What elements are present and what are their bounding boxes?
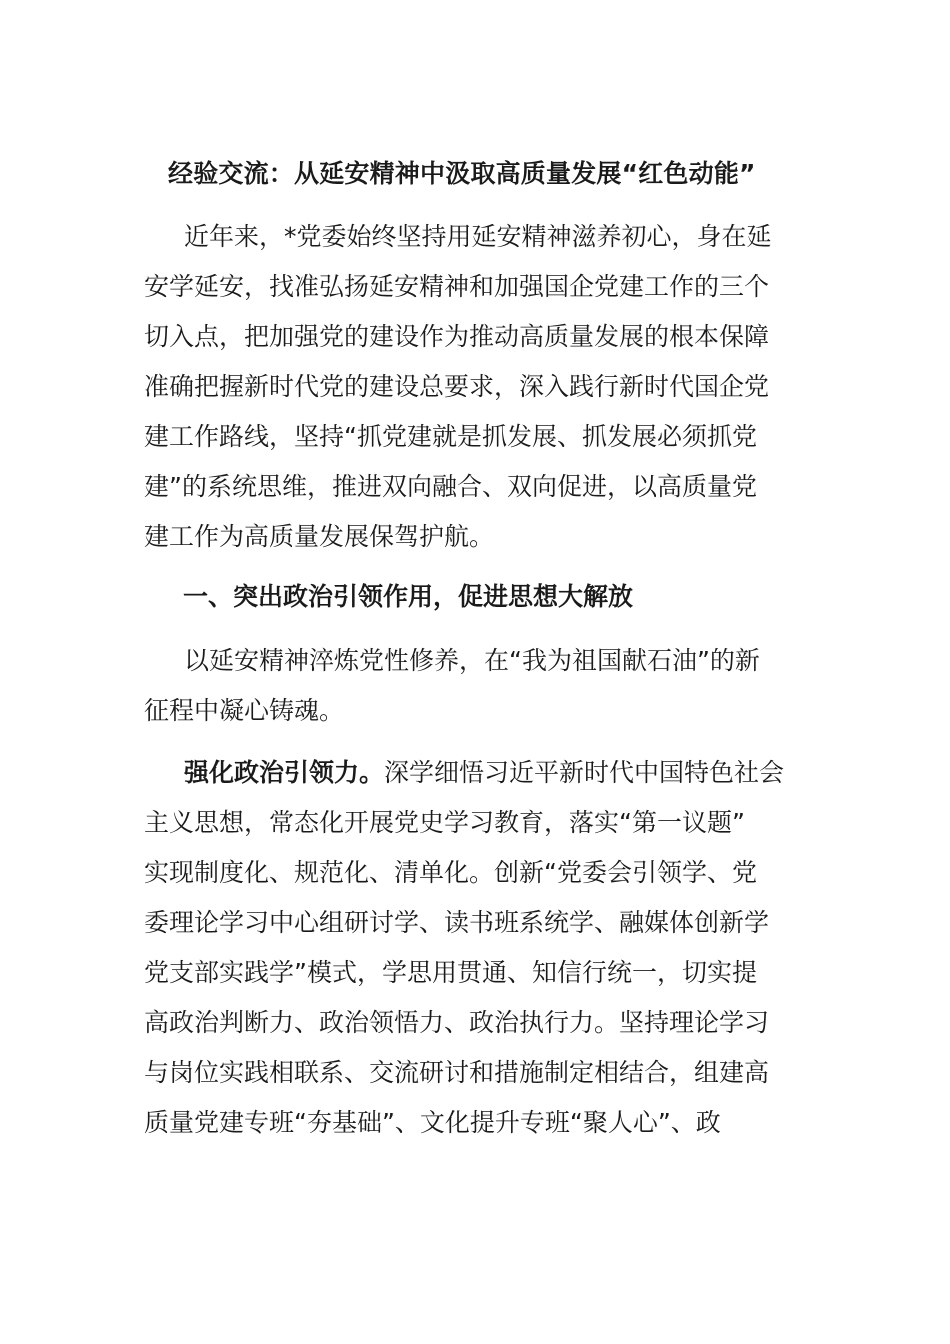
paragraph-line: 与岗位实践相联系、交流研讨和措施制定相结合，组建高 [144,1058,770,1087]
paragraph-line: 质量党建专班“夯基础”、文化提升专班“聚人心”、政 [144,1108,721,1137]
paragraph-line: 准确把握新时代党的建设总要求，深入践行新时代国企党 [144,372,770,401]
paragraph-line: 建”的系统思维，推进双向融合、双向促进，以高质量党 [144,472,757,501]
document-title: 经验交流：从延安精神中汲取高质量发展“红色动能” [168,159,756,188]
paragraph-line: 切入点，把加强党的建设作为推动高质量发展的根本保障 [144,322,770,351]
paragraph-political-leadership [144,748,810,1148]
paragraph-line: 主义思想，常态化开展党史学习教育，落实“第一议题” [144,808,745,837]
paragraph-line: 实现制度化、规范化、清单化。创新“党委会引领学、党 [144,858,757,887]
paragraph-line: 党支部实践学”模式，学思用贯通、知信行统一，切实提 [144,958,757,987]
paragraph-line: 建工作为高质量发展保驾护航。 [144,522,495,551]
paragraph-section-intro [144,636,810,736]
paragraph-line: 征程中凝心铸魂。 [144,696,345,725]
paragraph-line: 建工作路线，坚持“抓党建就是抓发展、抓发展必须抓党 [144,422,757,451]
paragraph-lead-rest: 深学细悟习近平新时代中国特色社会 [384,758,785,787]
paragraph-line [144,748,810,798]
paragraph-line: 以延安精神淬炼党性修养，在“我为祖国献石油”的新 [184,646,760,675]
section-heading: 一、突出政治引领作用，促进思想大解放 [183,582,634,611]
paragraph-line: 高政治判断力、政治领悟力、政治执行力。坚持理论学习 [144,1008,770,1037]
paragraph-intro [144,212,810,562]
paragraph-lead: 强化政治引领力。 [184,758,385,787]
paragraph-line: 委理论学习中心组研讨学、读书班系统学、融媒体创新学 [144,908,770,937]
paragraph-line: 安学延安，找准弘扬延安精神和加强国企党建工作的三个 [144,272,770,301]
paragraph-line: 近年来，*党委始终坚持用延安精神滋养初心，身在延 [184,222,772,251]
